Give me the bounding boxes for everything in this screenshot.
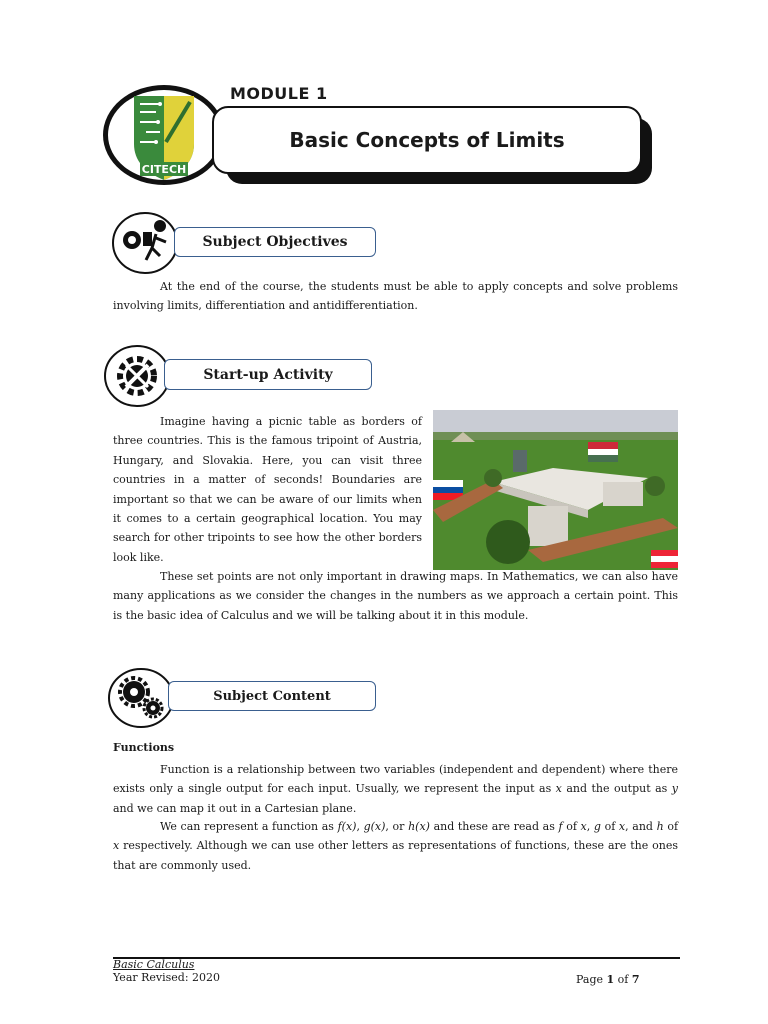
content-gears-icon [108,668,174,728]
objectives-icon [112,212,178,274]
startup-paragraph-1: Imagine having a picnic table as borders of three countries. This is the famous tripoint of Austria, Hungary, and Slovakia. Here, you can visit three countries in a matter of seconds! Boundaries are important so that we can be aware of our limits when it comes to a certain geographical location. You may search for other tripoints to see how the other borders look like. [113,415,422,564]
content-label: Subject Content [168,681,376,711]
page-title: Basic Concepts of Limits [289,128,565,152]
logo-text: CITECH [141,163,187,176]
footer-course: Basic Calculus [113,958,195,971]
citech-logo [100,82,228,188]
functions-heading: Functions [113,741,175,754]
tripoint-photo [433,410,678,570]
functions-paragraph-2: We can represent a function as f(x), g(x), or h(x) and these are read as f of x, g of x, and h of x respectively. Although we can use other letters as representations of functions, these are the ones that are commonly used. [113,820,679,872]
module-label: MODULE 1 [230,84,328,103]
startup-label: Start-up Activity [164,359,372,390]
title-box [212,106,642,174]
objectives-text: At the end of the course, the students must be able to apply concepts and solve problems involving limits, differentiation and antidifferentiation. [113,280,678,313]
page-number: Page 1 of 7 [576,973,640,986]
footer-revised: Year Revised: 2020 [113,971,221,984]
functions-paragraph-1: Function is a relationship between two variables (independent and dependent) where there exists only a single output for each input. Usually, we represent the input as x and the output as y and we can map it out in a Cartesian plane. [113,763,678,815]
startup-gear-icon [104,345,170,407]
footer-left [113,958,220,984]
objectives-label: Subject Objectives [174,227,376,257]
startup-paragraph-2: These set points are not only important in drawing maps. In Mathematics, we can also have many applications as we consider the changes in the numbers as we approach a certain point. This is the basic idea of Calculus and we will be talking about it in this module. [113,570,678,622]
